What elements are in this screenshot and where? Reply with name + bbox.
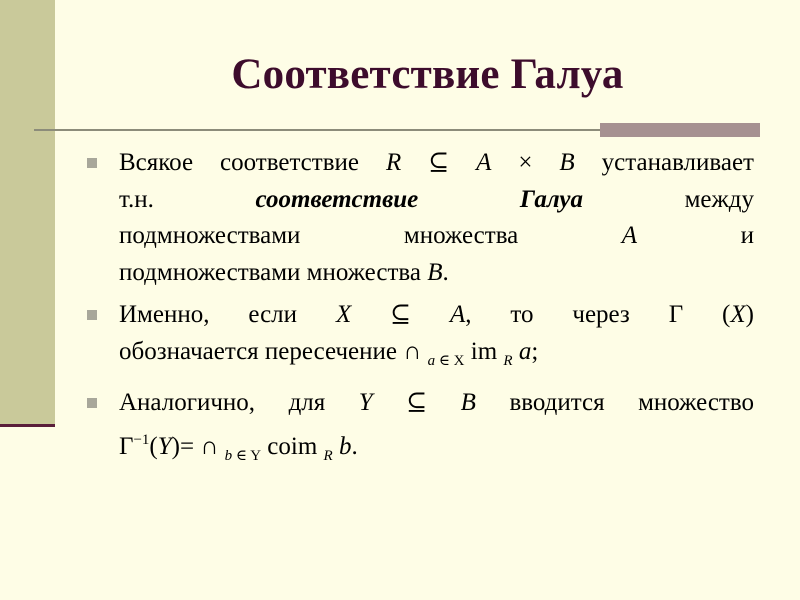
text-line: Аналогично, для Y ⊆ B вводится множество [119, 389, 754, 416]
slide-title: Соответствие Галуа [231, 51, 624, 98]
bullet-item-1 [82, 145, 754, 291]
text-line: обозначается пересечение ∩ $_{a \in X}$ im $_R$ a; [119, 337, 539, 369]
left-band-underline [0, 424, 55, 427]
bullet-item-3 [82, 385, 754, 474]
text-line: подмножествами множества A и [119, 222, 754, 249]
text-line: Именно, если X ⊆ A, то через Г (X) [119, 301, 754, 328]
bullet-item-2 [82, 297, 754, 379]
text-line: подмножествами множества B. [119, 258, 449, 286]
square-bullet-icon [87, 310, 97, 320]
left-decorative-band [0, 0, 55, 426]
text-line: $Г^{-1}(Y)=$ ∩ $_{b \in Y}$ coim $_R$ b. [119, 431, 358, 464]
text-line: т.н. соответствие Галуа между [119, 185, 754, 213]
text-line: Всякое соответствие R ⊆ A × B устанавливает [119, 149, 754, 176]
square-bullet-icon [87, 158, 97, 168]
slide-content [82, 145, 754, 480]
square-bullet-icon [87, 398, 97, 408]
title-accent-bar [600, 123, 760, 137]
